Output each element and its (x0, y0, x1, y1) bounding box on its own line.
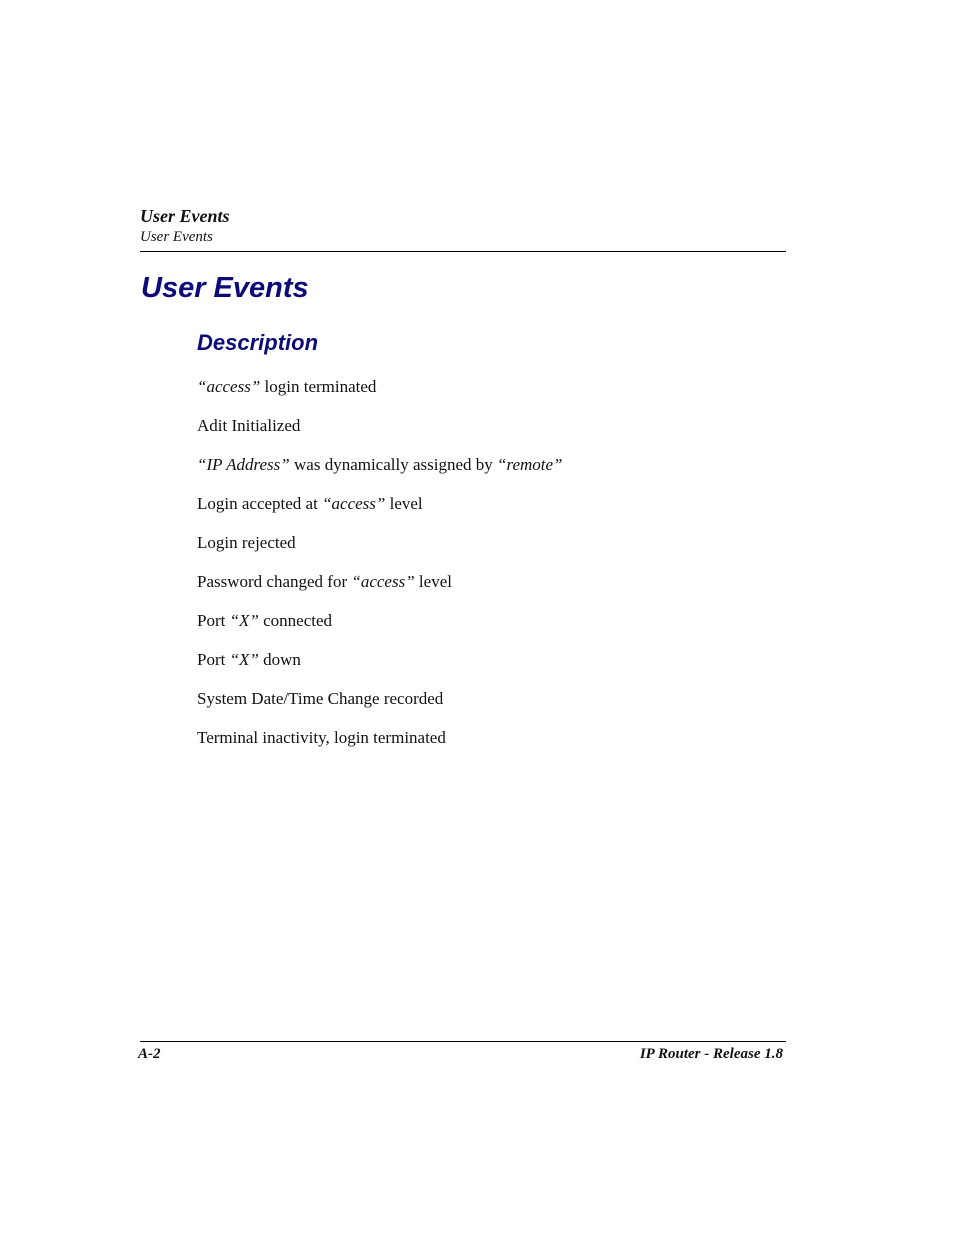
event-text: Port (197, 611, 230, 630)
event-text: level (385, 494, 423, 513)
event-text: was dynamically assigned by (289, 455, 498, 474)
event-text: System Date/Time Change recorded (197, 689, 444, 708)
event-text: level (414, 572, 452, 591)
event-list (197, 376, 563, 766)
event-text-italic: “X” (229, 611, 259, 630)
event-text: connected (258, 611, 333, 630)
list-item (197, 532, 563, 571)
event-text: Password changed for (197, 572, 352, 591)
footer-rule (140, 1041, 786, 1042)
list-item (197, 376, 563, 415)
list-item (197, 493, 563, 532)
page-title: User Events (141, 272, 309, 304)
event-text: Terminal inactivity, login terminated (197, 728, 446, 747)
list-item (197, 688, 563, 727)
document-title: IP Router - Release 1.8 (639, 1046, 783, 1062)
running-head-chapter: User Events (140, 206, 230, 226)
event-text: login terminated (260, 377, 377, 396)
page-number: A-2 (138, 1046, 161, 1062)
list-item (197, 454, 563, 493)
list-item (197, 415, 563, 454)
list-item (197, 727, 563, 766)
event-text-italic: “access” (351, 572, 415, 591)
event-text: Port (197, 650, 230, 669)
event-text: down (258, 650, 301, 669)
event-text: Login rejected (197, 533, 296, 552)
section-title-description: Description (197, 330, 319, 355)
list-item (197, 649, 563, 688)
event-text-italic: “X” (229, 650, 259, 669)
event-text-italic: “access” (322, 494, 386, 513)
running-head-section: User Events (140, 229, 213, 245)
list-item (197, 571, 563, 610)
event-text: Login accepted at (197, 494, 323, 513)
event-text: Adit Initialized (197, 416, 301, 435)
list-item (197, 610, 563, 649)
event-text-italic: “access” (197, 377, 261, 396)
event-text-italic: “remote” (497, 455, 563, 474)
event-text-italic: “IP Address” (197, 455, 290, 474)
header-rule (140, 251, 786, 252)
